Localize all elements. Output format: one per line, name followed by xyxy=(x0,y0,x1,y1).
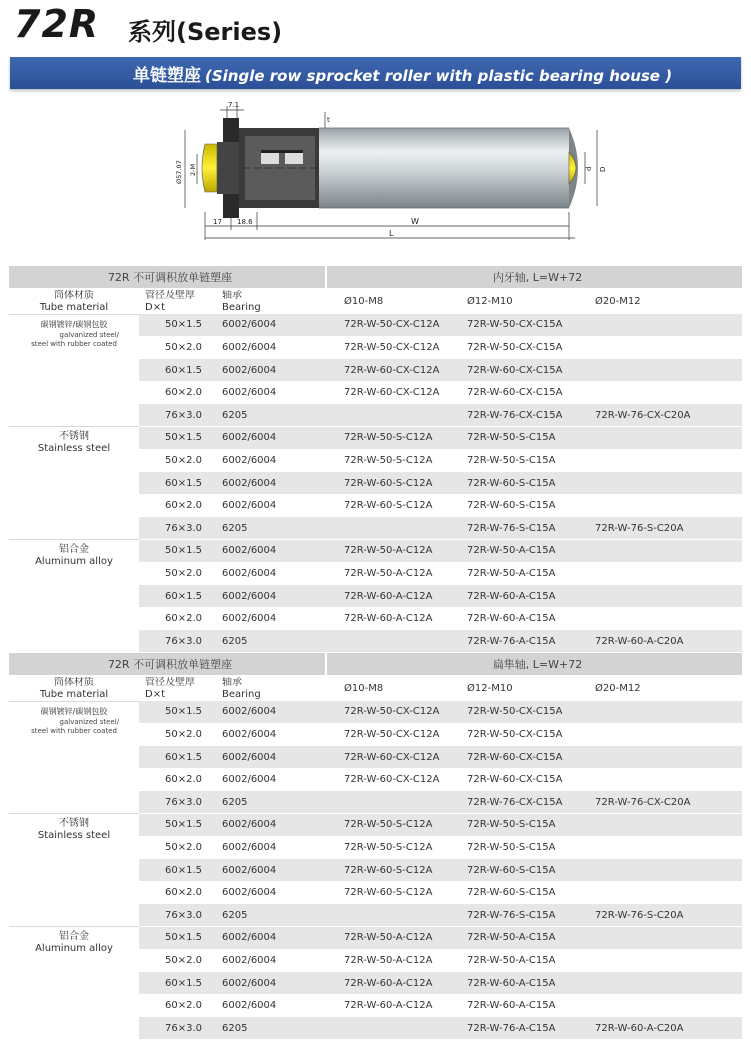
material-cell xyxy=(9,540,139,653)
model-cell-m8: 72R-W-50-CX-C12A xyxy=(326,336,449,359)
model-cell-m12 xyxy=(577,427,742,450)
table-row xyxy=(9,314,742,336)
model-cell-m10: 72R-W-50-CX-C15A xyxy=(449,701,577,723)
material-cell xyxy=(9,427,139,540)
bearing-cell: 6002/6004 xyxy=(216,607,326,630)
model-cell-m10: 72R-W-60-A-C15A xyxy=(449,972,577,995)
col-bearing-cn: 轴承 xyxy=(222,289,242,301)
size-cell: 60×2.0 xyxy=(139,607,216,630)
size-cell: 76×3.0 xyxy=(139,630,216,653)
bearing-cell: 6002/6004 xyxy=(216,859,326,882)
section-title-left: 72R 不可调积放单链塑座 xyxy=(9,266,326,289)
col-tube-material xyxy=(9,289,139,315)
size-cell: 50×2.0 xyxy=(139,449,216,472)
model-cell-m8 xyxy=(326,791,449,814)
model-cell-m10: 72R-W-76-CX-C15A xyxy=(449,404,577,427)
model-cell-m8: 72R-W-60-CX-C12A xyxy=(326,381,449,404)
column-header-row xyxy=(9,676,742,702)
model-cell-m10: 72R-W-50-S-C15A xyxy=(449,836,577,859)
model-cell-m10: 72R-W-60-CX-C15A xyxy=(449,381,577,404)
material-name-en: Aluminum alloy xyxy=(35,556,113,568)
model-cell-m10: 72R-W-60-A-C15A xyxy=(449,607,577,630)
page-header xyxy=(0,0,751,52)
size-cell: 50×1.5 xyxy=(139,927,216,950)
model-cell-m8: 72R-W-50-A-C12A xyxy=(326,562,449,585)
bearing-cell: 6002/6004 xyxy=(216,359,326,382)
bearing-cell: 6002/6004 xyxy=(216,881,326,904)
material-name-cn: 碳钢镀锌/碳钢包胶 xyxy=(40,319,108,329)
bearing-cell: 6002/6004 xyxy=(216,994,326,1017)
size-cell: 60×1.5 xyxy=(139,972,216,995)
model-cell-m12: 72R-W-76-S-C20A xyxy=(577,904,742,927)
bearing-cell: 6002/6004 xyxy=(216,427,326,450)
col-shaft-12-m10: Ø12-M10 xyxy=(467,682,513,694)
size-cell: 60×2.0 xyxy=(139,494,216,517)
size-cell: 76×3.0 xyxy=(139,404,216,427)
size-cell: 50×1.5 xyxy=(139,540,216,563)
model-cell-m8: 72R-W-60-S-C12A xyxy=(326,881,449,904)
model-cell-m12 xyxy=(577,472,742,495)
model-cell-m8: 72R-W-50-A-C12A xyxy=(326,927,449,950)
model-cell-m10: 72R-W-76-A-C15A xyxy=(449,1017,577,1040)
product-banner xyxy=(10,57,741,89)
model-cell-m10: 72R-W-60-CX-C15A xyxy=(449,746,577,769)
material-name-cn: 不锈钢 xyxy=(59,818,89,830)
bearing-cell: 6002/6004 xyxy=(216,314,326,336)
col-shaft-12-m10: Ø12-M10 xyxy=(467,295,513,307)
size-cell: 50×2.0 xyxy=(139,836,216,859)
size-cell: 60×1.5 xyxy=(139,472,216,495)
model-cell-m8: 72R-W-60-CX-C12A xyxy=(326,746,449,769)
size-cell: 60×2.0 xyxy=(139,381,216,404)
model-cell-m8: 72R-W-60-A-C12A xyxy=(326,585,449,608)
size-cell: 76×3.0 xyxy=(139,1017,216,1040)
dim-17: 17 xyxy=(213,218,222,226)
bearing-cell: 6002/6004 xyxy=(216,814,326,837)
model-cell-m12 xyxy=(577,927,742,950)
model-cell-m12 xyxy=(577,607,742,630)
bearing-cell: 6002/6004 xyxy=(216,585,326,608)
model-cell-m12: 72R-W-60-A-C20A xyxy=(577,630,742,653)
section-title-row xyxy=(9,266,742,289)
model-cell-m10: 72R-W-50-CX-C15A xyxy=(449,336,577,359)
material-name-en: Stainless steel xyxy=(37,443,111,455)
model-cell-m12 xyxy=(577,701,742,723)
dim-w: W xyxy=(411,217,419,226)
model-cell-m8: 72R-W-60-A-C12A xyxy=(326,607,449,630)
model-cell-m10: 72R-W-60-S-C15A xyxy=(449,472,577,495)
size-cell: 60×1.5 xyxy=(139,859,216,882)
model-cell-m8: 72R-W-50-S-C12A xyxy=(326,814,449,837)
size-cell: 50×1.5 xyxy=(139,427,216,450)
section-title-right: 扁隼轴, L=W+72 xyxy=(326,653,742,676)
model-cell-m12 xyxy=(577,494,742,517)
col-bearing xyxy=(216,289,326,315)
model-cell-m10: 72R-W-50-A-C15A xyxy=(449,540,577,563)
material-name-cn: 不锈钢 xyxy=(59,431,89,443)
model-cell-m8: 72R-W-60-A-C12A xyxy=(326,972,449,995)
size-cell: 60×1.5 xyxy=(139,746,216,769)
col-dia-cn: 管径及壁厚 xyxy=(145,289,195,301)
material-name-en: galvanized steel/ xyxy=(59,330,119,339)
bearing-cell: 6002/6004 xyxy=(216,768,326,791)
col-shaft-20-m12: Ø20-M12 xyxy=(595,295,641,307)
dim-18-6: 18.6 xyxy=(237,218,253,226)
model-cell-m10: 72R-W-50-S-C15A xyxy=(449,449,577,472)
model-cell-m8: 72R-W-50-S-C12A xyxy=(326,836,449,859)
bearing-cell: 6002/6004 xyxy=(216,949,326,972)
section-title-row xyxy=(9,653,742,676)
col-shaft-10-m8: Ø10-M8 xyxy=(344,295,384,307)
size-cell: 60×1.5 xyxy=(139,585,216,608)
bearing-cell: 6002/6004 xyxy=(216,723,326,746)
dim-d-small: d xyxy=(585,166,593,171)
spec-table xyxy=(9,266,742,1040)
model-cell-m8 xyxy=(326,1017,449,1040)
model-cell-m8: 72R-W-60-A-C12A xyxy=(326,994,449,1017)
model-cell-m12 xyxy=(577,562,742,585)
model-cell-m10: 72R-W-60-S-C15A xyxy=(449,494,577,517)
section-title-right: 内牙轴, L=W+72 xyxy=(326,266,742,289)
model-cell-m12 xyxy=(577,859,742,882)
model-cell-m8 xyxy=(326,630,449,653)
bearing-cell: 6002/6004 xyxy=(216,562,326,585)
bearing-cell: 6205 xyxy=(216,404,326,427)
model-cell-m10: 72R-W-60-S-C15A xyxy=(449,881,577,904)
col-tube-cn: 筒体材质 xyxy=(54,676,94,688)
model-cell-m10: 72R-W-76-CX-C15A xyxy=(449,791,577,814)
bearing-cell: 6205 xyxy=(216,791,326,814)
material-cell xyxy=(9,314,139,426)
material-name-en: galvanized steel/ xyxy=(59,717,119,726)
model-cell-m12 xyxy=(577,723,742,746)
bearing-cell: 6205 xyxy=(216,517,326,540)
column-header-row xyxy=(9,289,742,315)
model-cell-m10: 72R-W-50-CX-C15A xyxy=(449,314,577,336)
col-bearing-cn: 轴承 xyxy=(222,676,242,688)
dim-2m: 2-M xyxy=(189,163,197,176)
size-cell: 50×1.5 xyxy=(139,701,216,723)
col-shaft-20-m12: Ø20-M12 xyxy=(595,682,641,694)
model-cell-m12 xyxy=(577,836,742,859)
bearing-cell: 6002/6004 xyxy=(216,540,326,563)
model-cell-m12 xyxy=(577,949,742,972)
model-cell-m12 xyxy=(577,972,742,995)
banner-title-en: (Single row sprocket roller with plastic bearing house ) xyxy=(205,67,673,85)
col-shaft-10-m8: Ø10-M8 xyxy=(344,682,384,694)
banner-title-cn: 单链塑座 xyxy=(133,66,201,86)
bearing-cell: 6002/6004 xyxy=(216,836,326,859)
dim-7-1: 7.1 xyxy=(228,101,240,109)
model-cell-m12 xyxy=(577,994,742,1017)
model-cell-m12 xyxy=(577,881,742,904)
col-bearing-en: Bearing xyxy=(222,301,261,313)
size-cell: 76×3.0 xyxy=(139,517,216,540)
model-cell-m12 xyxy=(577,449,742,472)
model-cell-m8: 72R-W-50-S-C12A xyxy=(326,449,449,472)
bearing-cell: 6002/6004 xyxy=(216,972,326,995)
bearing-cell: 6002/6004 xyxy=(216,449,326,472)
col-tube-cn: 筒体材质 xyxy=(54,289,94,301)
model-cell-m10: 72R-W-50-A-C15A xyxy=(449,949,577,972)
size-cell: 50×2.0 xyxy=(139,336,216,359)
model-cell-m8: 72R-W-60-S-C12A xyxy=(326,494,449,517)
model-cell-m8: 72R-W-50-A-C12A xyxy=(326,949,449,972)
model-cell-m10: 72R-W-76-S-C15A xyxy=(449,517,577,540)
model-cell-m8: 72R-W-60-S-C12A xyxy=(326,859,449,882)
model-cell-m10: 72R-W-76-A-C15A xyxy=(449,630,577,653)
material-cell xyxy=(9,701,139,813)
dim-d-big: D xyxy=(599,166,607,172)
col-tube-en: Tube material xyxy=(39,688,109,700)
model-cell-m8 xyxy=(326,904,449,927)
model-cell-m12 xyxy=(577,746,742,769)
col-bearing xyxy=(216,676,326,702)
material-cell xyxy=(9,814,139,927)
table-row xyxy=(9,814,742,837)
size-cell: 76×3.0 xyxy=(139,791,216,814)
model-cell-m12 xyxy=(577,336,742,359)
model-code: 72R xyxy=(14,2,100,46)
size-cell: 60×2.0 xyxy=(139,881,216,904)
model-cell-m12 xyxy=(577,540,742,563)
bearing-cell: 6002/6004 xyxy=(216,336,326,359)
bearing-cell: 6205 xyxy=(216,1017,326,1040)
model-cell-m8: 72R-W-50-CX-C12A xyxy=(326,723,449,746)
model-cell-m10: 72R-W-50-S-C15A xyxy=(449,814,577,837)
dim-l: L xyxy=(389,229,394,238)
table-row xyxy=(9,427,742,450)
model-cell-m8: 72R-W-60-CX-C12A xyxy=(326,359,449,382)
model-cell-m10: 72R-W-60-A-C15A xyxy=(449,585,577,608)
model-cell-m8: 72R-W-60-S-C12A xyxy=(326,472,449,495)
model-cell-m8: 72R-W-50-CX-C12A xyxy=(326,701,449,723)
table-row xyxy=(9,927,742,950)
model-cell-m12: 72R-W-60-A-C20A xyxy=(577,1017,742,1040)
model-cell-m10: 72R-W-60-A-C15A xyxy=(449,994,577,1017)
model-cell-m10: 72R-W-60-S-C15A xyxy=(449,859,577,882)
size-cell: 50×2.0 xyxy=(139,723,216,746)
size-cell: 60×2.0 xyxy=(139,994,216,1017)
model-cell-m12 xyxy=(577,585,742,608)
model-cell-m12 xyxy=(577,314,742,336)
size-cell: 50×1.5 xyxy=(139,814,216,837)
model-cell-m12: 72R-W-76-CX-C20A xyxy=(577,404,742,427)
bearing-cell: 6002/6004 xyxy=(216,701,326,723)
bearing-cell: 6002/6004 xyxy=(216,927,326,950)
material-name-en-2: steel with rubber coated xyxy=(31,726,117,735)
model-cell-m12 xyxy=(577,814,742,837)
bearing-cell: 6205 xyxy=(216,904,326,927)
table-row xyxy=(9,701,742,723)
col-dia-en: D×t xyxy=(145,688,165,700)
bearing-cell: 6002/6004 xyxy=(216,381,326,404)
material-name-cn: 碳钢镀锌/碳钢包胶 xyxy=(40,706,108,716)
material-name-en: Aluminum alloy xyxy=(35,943,113,955)
model-cell-m8: 72R-W-60-CX-C12A xyxy=(326,768,449,791)
model-cell-m10: 72R-W-50-CX-C15A xyxy=(449,723,577,746)
col-diameter xyxy=(139,289,216,315)
size-cell: 50×1.5 xyxy=(139,314,216,336)
bearing-cell: 6002/6004 xyxy=(216,494,326,517)
material-name-cn: 铝合金 xyxy=(59,544,89,556)
bearing-cell: 6205 xyxy=(216,630,326,653)
bearing-cell: 6002/6004 xyxy=(216,746,326,769)
model-cell-m10: 72R-W-50-A-C15A xyxy=(449,562,577,585)
model-cell-m12 xyxy=(577,359,742,382)
material-name-en-2: steel with rubber coated xyxy=(31,339,117,348)
model-cell-m8: 72R-W-50-CX-C12A xyxy=(326,314,449,336)
section-title-left: 72R 不可调积放单链塑座 xyxy=(9,653,326,676)
bearing-cell: 6002/6004 xyxy=(216,472,326,495)
model-cell-m12: 72R-W-76-CX-C20A xyxy=(577,791,742,814)
model-cell-m12 xyxy=(577,381,742,404)
model-cell-m10: 72R-W-50-S-C15A xyxy=(449,427,577,450)
col-tube-material xyxy=(9,676,139,702)
dim-diameter: Ø57.07 xyxy=(175,160,183,184)
size-cell: 50×2.0 xyxy=(139,949,216,972)
material-name-en: Stainless steel xyxy=(37,830,111,842)
dim-t: t xyxy=(327,116,330,124)
model-cell-m8 xyxy=(326,404,449,427)
model-cell-m10: 72R-W-60-CX-C15A xyxy=(449,359,577,382)
model-cell-m10: 72R-W-76-S-C15A xyxy=(449,904,577,927)
size-cell: 50×2.0 xyxy=(139,562,216,585)
model-cell-m8: 72R-W-50-A-C12A xyxy=(326,540,449,563)
size-cell: 60×1.5 xyxy=(139,359,216,382)
model-cell-m8: 72R-W-50-S-C12A xyxy=(326,427,449,450)
model-cell-m12: 72R-W-76-S-C20A xyxy=(577,517,742,540)
model-cell-m10: 72R-W-50-A-C15A xyxy=(449,927,577,950)
col-diameter xyxy=(139,676,216,702)
roller-drawing xyxy=(165,98,610,246)
series-label: 系列(Series) xyxy=(128,18,283,46)
model-cell-m12 xyxy=(577,768,742,791)
col-bearing-en: Bearing xyxy=(222,688,261,700)
model-cell-m10: 72R-W-60-CX-C15A xyxy=(449,768,577,791)
col-dia-en: D×t xyxy=(145,301,165,313)
table-row xyxy=(9,540,742,563)
material-cell xyxy=(9,927,139,1040)
size-cell: 76×3.0 xyxy=(139,904,216,927)
size-cell: 60×2.0 xyxy=(139,768,216,791)
col-tube-en: Tube material xyxy=(39,301,109,313)
col-dia-cn: 管径及壁厚 xyxy=(145,676,195,688)
material-name-cn: 铝合金 xyxy=(59,931,89,943)
model-cell-m8 xyxy=(326,517,449,540)
